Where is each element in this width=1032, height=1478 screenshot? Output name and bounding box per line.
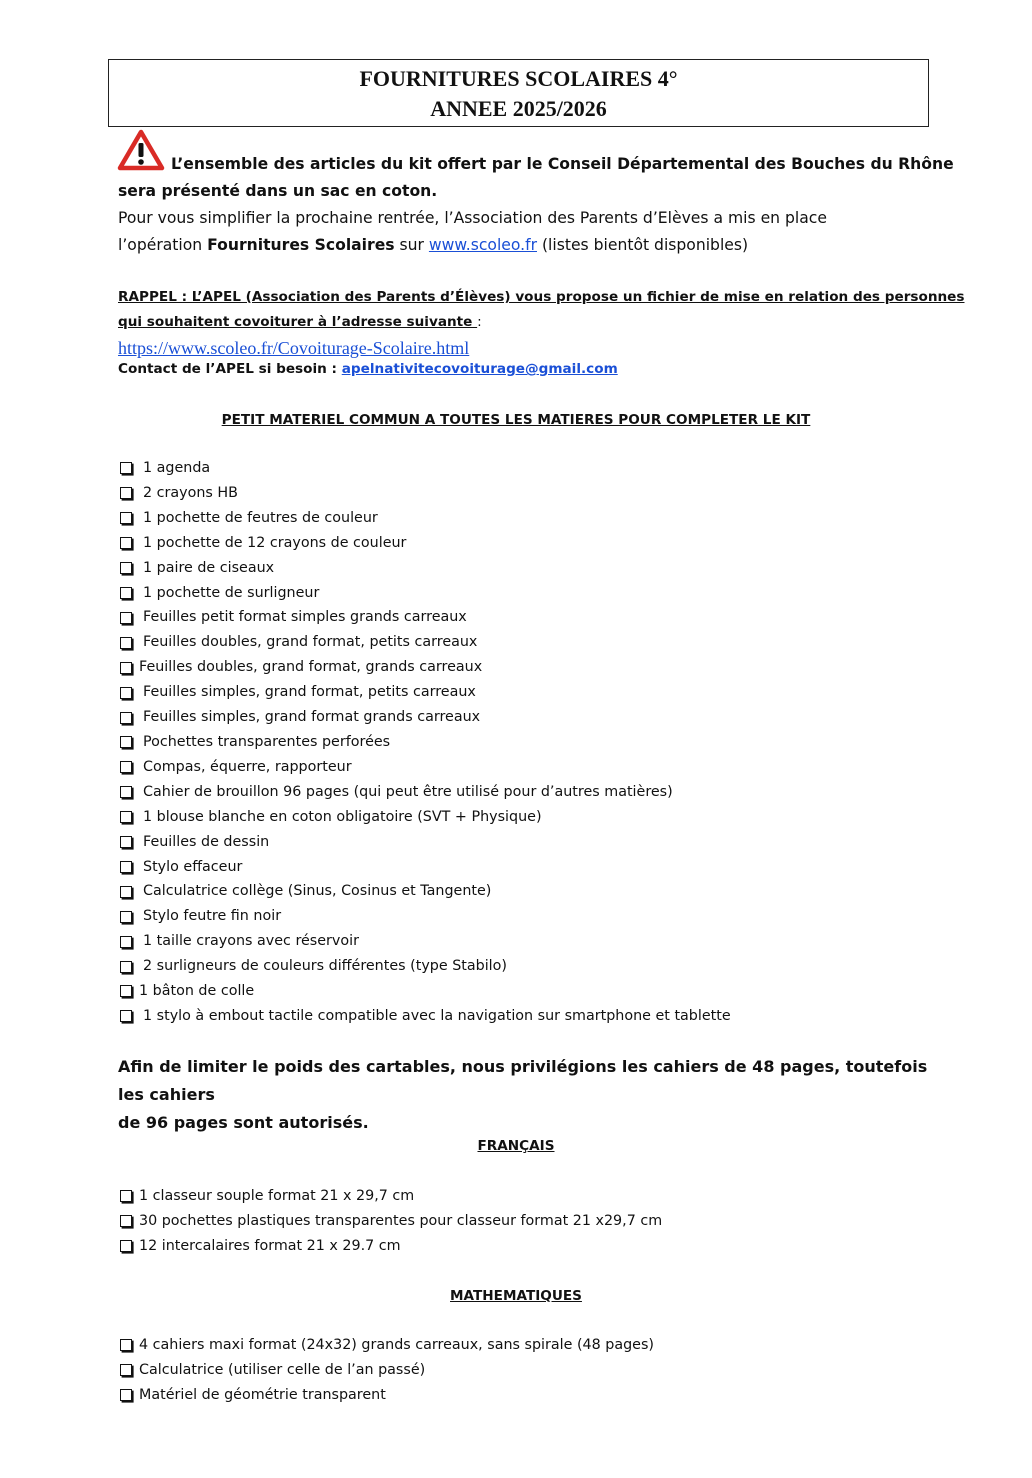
checkbox-icon[interactable] bbox=[120, 1240, 132, 1252]
rappel-line2-text: qui souhaitent covoiturer à l’adresse suivante bbox=[118, 314, 478, 330]
list-item: 1 blouse blanche en coton obligatoire (SVT + Physique) bbox=[118, 805, 731, 830]
list-item: Feuilles doubles, grand format, grands carreaux bbox=[118, 655, 731, 680]
common-items-list bbox=[118, 456, 731, 1029]
note-line2: de 96 pages sont autorisés. bbox=[118, 1113, 369, 1132]
checkbox-icon[interactable] bbox=[120, 936, 132, 948]
page-subtitle-year: ANNEE 2025/2026 bbox=[430, 96, 607, 121]
checkbox-icon[interactable] bbox=[120, 687, 132, 699]
checkbox-icon[interactable] bbox=[120, 462, 132, 474]
list-item: Calculatrice collège (Sinus, Cosinus et Tangente) bbox=[118, 879, 731, 904]
list-item: 1 pochette de surligneur bbox=[118, 581, 731, 606]
checkbox-icon[interactable] bbox=[120, 637, 132, 649]
list-item: 1 pochette de feutres de couleur bbox=[118, 506, 731, 531]
intro-line4-mid: sur bbox=[394, 236, 429, 254]
list-item: Feuilles doubles, grand format, petits carreaux bbox=[118, 630, 731, 655]
intro-bold-line2: sera présenté dans un sac en coton. bbox=[118, 182, 438, 200]
checkbox-icon[interactable] bbox=[120, 1215, 132, 1227]
checkbox-icon[interactable] bbox=[120, 961, 132, 973]
checkbox-icon[interactable] bbox=[120, 587, 132, 599]
list-item: 1 pochette de 12 crayons de couleur bbox=[118, 531, 731, 556]
intro-bold-line1: L’ensemble des articles du kit offert par le Conseil Départemental des Bouches du Rhône bbox=[171, 155, 954, 173]
checkbox-icon[interactable] bbox=[120, 736, 132, 748]
checkbox-icon[interactable] bbox=[120, 1339, 132, 1351]
checkbox-icon[interactable] bbox=[120, 662, 132, 674]
list-item: 1 agenda bbox=[118, 456, 731, 481]
francais-section-title: FRANÇAIS bbox=[477, 1138, 555, 1154]
checkbox-icon[interactable] bbox=[120, 836, 132, 848]
warning-triangle-icon bbox=[117, 129, 165, 171]
list-item: Pochettes transparentes perforées bbox=[118, 730, 731, 755]
list-item: 2 surligneurs de couleurs différentes (type Stabilo) bbox=[118, 954, 731, 979]
covoiturage-url-link[interactable]: https://www.scoleo.fr/Covoiturage-Scolaire.html bbox=[118, 338, 470, 358]
checkbox-icon[interactable] bbox=[120, 786, 132, 798]
list-item: Feuilles de dessin bbox=[118, 830, 731, 855]
list-item: 1 taille crayons avec réservoir bbox=[118, 929, 731, 954]
list-item: Cahier de brouillon 96 pages (qui peut être utilisé pour d’autres matières) bbox=[118, 780, 731, 805]
intro-line4-prefix: l’opération bbox=[118, 236, 208, 254]
checkbox-icon[interactable] bbox=[120, 761, 132, 773]
contact-email-link[interactable]: apelnativitecovoiturage@gmail.com bbox=[341, 361, 618, 377]
common-section-title: PETIT MATERIEL COMMUN A TOUTES LES MATIERES POUR COMPLETER LE KIT bbox=[221, 412, 811, 428]
contact-label: Contact de l’APEL si besoin : bbox=[118, 361, 342, 377]
intro-line4-bold: Fournitures Scolaires bbox=[207, 236, 395, 254]
rappel-line2-colon: : bbox=[477, 314, 482, 330]
intro-line4 bbox=[118, 231, 748, 259]
list-item: Compas, équerre, rapporteur bbox=[118, 755, 731, 780]
scoleo-link[interactable]: www.scoleo.fr bbox=[428, 236, 537, 254]
list-item: 30 pochettes plastiques transparentes pour classeur format 21 x29,7 cm bbox=[118, 1209, 662, 1234]
list-item: Matériel de géométrie transparent bbox=[118, 1383, 654, 1408]
checkbox-icon[interactable] bbox=[120, 1389, 132, 1401]
list-item: 1 bâton de colle bbox=[118, 979, 731, 1004]
contact-line bbox=[118, 359, 618, 379]
list-item: Stylo feutre fin noir bbox=[118, 904, 731, 929]
list-item: 1 paire de ciseaux bbox=[118, 556, 731, 581]
list-item: Stylo effaceur bbox=[118, 855, 731, 880]
rappel-line2 bbox=[118, 310, 482, 335]
intro-line3: Pour vous simplifier la prochaine rentrée, l’Association des Parents d’Elèves a mis en place bbox=[118, 209, 827, 227]
checkbox-icon[interactable] bbox=[120, 1190, 132, 1202]
list-item: Calculatrice (utiliser celle de l’an passé) bbox=[118, 1358, 654, 1383]
checkbox-icon[interactable] bbox=[120, 1010, 132, 1022]
maths-section-title: MATHEMATIQUES bbox=[450, 1288, 582, 1304]
list-item: 12 intercalaires format 21 x 29.7 cm bbox=[118, 1234, 662, 1259]
checkbox-icon[interactable] bbox=[120, 537, 132, 549]
checkbox-icon[interactable] bbox=[120, 562, 132, 574]
list-item: 4 cahiers maxi format (24x32) grands carreaux, sans spirale (48 pages) bbox=[118, 1333, 654, 1358]
checkbox-icon[interactable] bbox=[120, 811, 132, 823]
checkbox-icon[interactable] bbox=[120, 985, 132, 997]
list-item: 1 classeur souple format 21 x 29,7 cm bbox=[118, 1184, 662, 1209]
list-item: 1 stylo à embout tactile compatible avec la navigation sur smartphone et tablette bbox=[118, 1004, 731, 1029]
checkbox-icon[interactable] bbox=[120, 886, 132, 898]
list-item: 2 crayons HB bbox=[118, 481, 731, 506]
intro-line4-suffix: (listes bientôt disponibles) bbox=[537, 236, 749, 254]
note-line1: Afin de limiter le poids des cartables, nous privilégions les cahiers de 48 pages, toutefois les cahiers bbox=[118, 1057, 928, 1104]
page-title: FOURNITURES SCOLAIRES 4° bbox=[359, 66, 678, 91]
checkbox-icon[interactable] bbox=[120, 1364, 132, 1376]
rappel-line1: RAPPEL : L’APEL (Association des Parents d’Élèves) vous propose un fichier de mise en relation des personnes bbox=[118, 289, 965, 305]
checkbox-icon[interactable] bbox=[120, 487, 132, 499]
checkbox-icon[interactable] bbox=[120, 712, 132, 724]
francais-items-list bbox=[118, 1184, 662, 1259]
list-item: Feuilles petit format simples grands carreaux bbox=[118, 605, 731, 630]
checkbox-icon[interactable] bbox=[120, 512, 132, 524]
checkbox-icon[interactable] bbox=[120, 861, 132, 873]
cahiers-note bbox=[118, 1053, 938, 1137]
checkbox-icon[interactable] bbox=[120, 612, 132, 624]
checkbox-icon[interactable] bbox=[120, 911, 132, 923]
title-box bbox=[108, 59, 929, 127]
maths-items-list bbox=[118, 1333, 654, 1408]
list-item: Feuilles simples, grand format, petits carreaux bbox=[118, 680, 731, 705]
list-item: Feuilles simples, grand format grands carreaux bbox=[118, 705, 731, 730]
